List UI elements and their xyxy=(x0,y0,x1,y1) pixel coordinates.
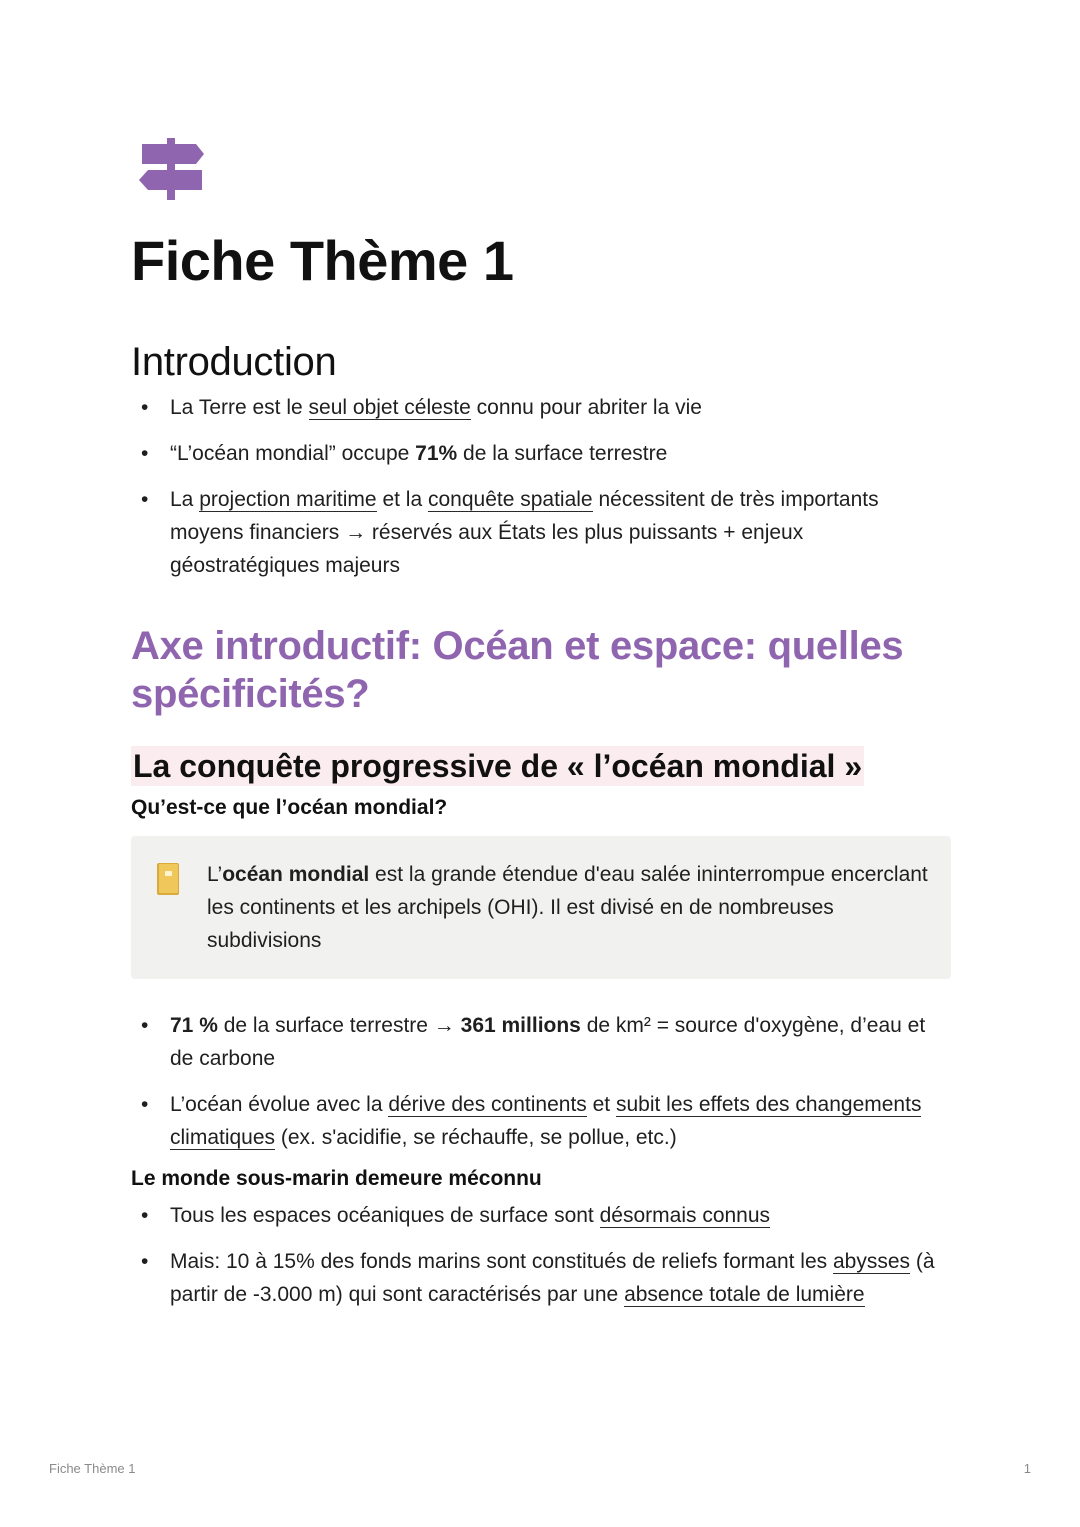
text: de la surface terrestre xyxy=(457,442,668,465)
text: La xyxy=(170,488,200,511)
text: La Terre est le xyxy=(170,396,309,419)
text: Mais: 10 à 15% des fonds marins sont constitués de reliefs formant les xyxy=(170,1250,833,1273)
list-item xyxy=(131,1245,951,1311)
list-item xyxy=(131,1009,951,1075)
underlined-text: subit les effets des changements climatiques xyxy=(170,1093,922,1149)
signpost-icon xyxy=(138,138,206,200)
underlined-text: désormais connus xyxy=(599,1204,771,1227)
underlined-text: seul objet céleste xyxy=(308,396,471,419)
intro-list xyxy=(131,391,951,582)
underlined-text: dérive des continents xyxy=(388,1093,587,1116)
text: “L’océan mondial” occupe xyxy=(170,442,416,465)
list-item xyxy=(131,1199,951,1232)
footer-title: Fiche Thème 1 xyxy=(49,1461,136,1476)
list-item xyxy=(131,391,951,424)
bold-text: océan mondial xyxy=(222,863,370,886)
subheading-sous-marin: Le monde sous-marin demeure méconnu xyxy=(131,1167,542,1190)
text: de km² = source d'oxygène, d’eau et de carbone xyxy=(170,1014,926,1070)
list-item xyxy=(131,1088,951,1154)
text: nécessitent de très importants moyens financiers → réservés aux États les plus puissants + enjeux géostratégiques majeurs xyxy=(170,488,879,577)
text: (à partir de -3.000 m) qui sont caractérisés par une xyxy=(170,1250,935,1306)
footer-page-number: 1 xyxy=(1023,1461,1031,1476)
sous-marin-list xyxy=(131,1199,951,1311)
underlined-text: absence totale de lumière xyxy=(624,1283,865,1306)
text: connu pour abriter la vie xyxy=(470,396,702,419)
page-title: Fiche Thème 1 xyxy=(131,229,514,292)
underlined-text: conquête spatiale xyxy=(427,488,593,511)
text: (ex. s'acidifie, se réchauffe, se pollue, etc.) xyxy=(275,1126,677,1149)
callout-text xyxy=(207,863,928,952)
bold-text: 71 % xyxy=(170,1014,218,1037)
text: L’océan évolue avec la xyxy=(170,1093,389,1116)
text: Tous les espaces océaniques de surface sont xyxy=(170,1204,600,1227)
text: et la xyxy=(376,488,428,511)
text: et xyxy=(586,1093,616,1116)
subheading-ocean: Qu’est-ce que l’océan mondial? xyxy=(131,796,448,819)
section-heading: La conquête progressive de « l’océan mondial » xyxy=(133,748,863,784)
bold-text: 71% xyxy=(415,442,458,465)
list-item xyxy=(131,483,951,582)
list-item xyxy=(131,437,951,470)
heading-introduction: Introduction xyxy=(131,340,337,384)
heading-axe: Axe introductif: Océan et espace: quelles spécificités? xyxy=(131,624,904,716)
ocean-facts-list xyxy=(131,1009,951,1154)
underlined-text: abysses xyxy=(833,1250,911,1273)
underlined-text: projection maritime xyxy=(199,488,377,511)
notebook-icon xyxy=(155,862,181,896)
text: de la surface terrestre → xyxy=(217,1014,461,1037)
text: L’ xyxy=(207,863,223,886)
callout-definition xyxy=(131,836,951,979)
text: est la grande étendue d'eau salée ininterrompue encerclant les continents et les archipels (OHI). Il est divisé en de nombreuses subdivisions xyxy=(207,863,928,952)
bold-text: 361 millions xyxy=(460,1014,581,1037)
